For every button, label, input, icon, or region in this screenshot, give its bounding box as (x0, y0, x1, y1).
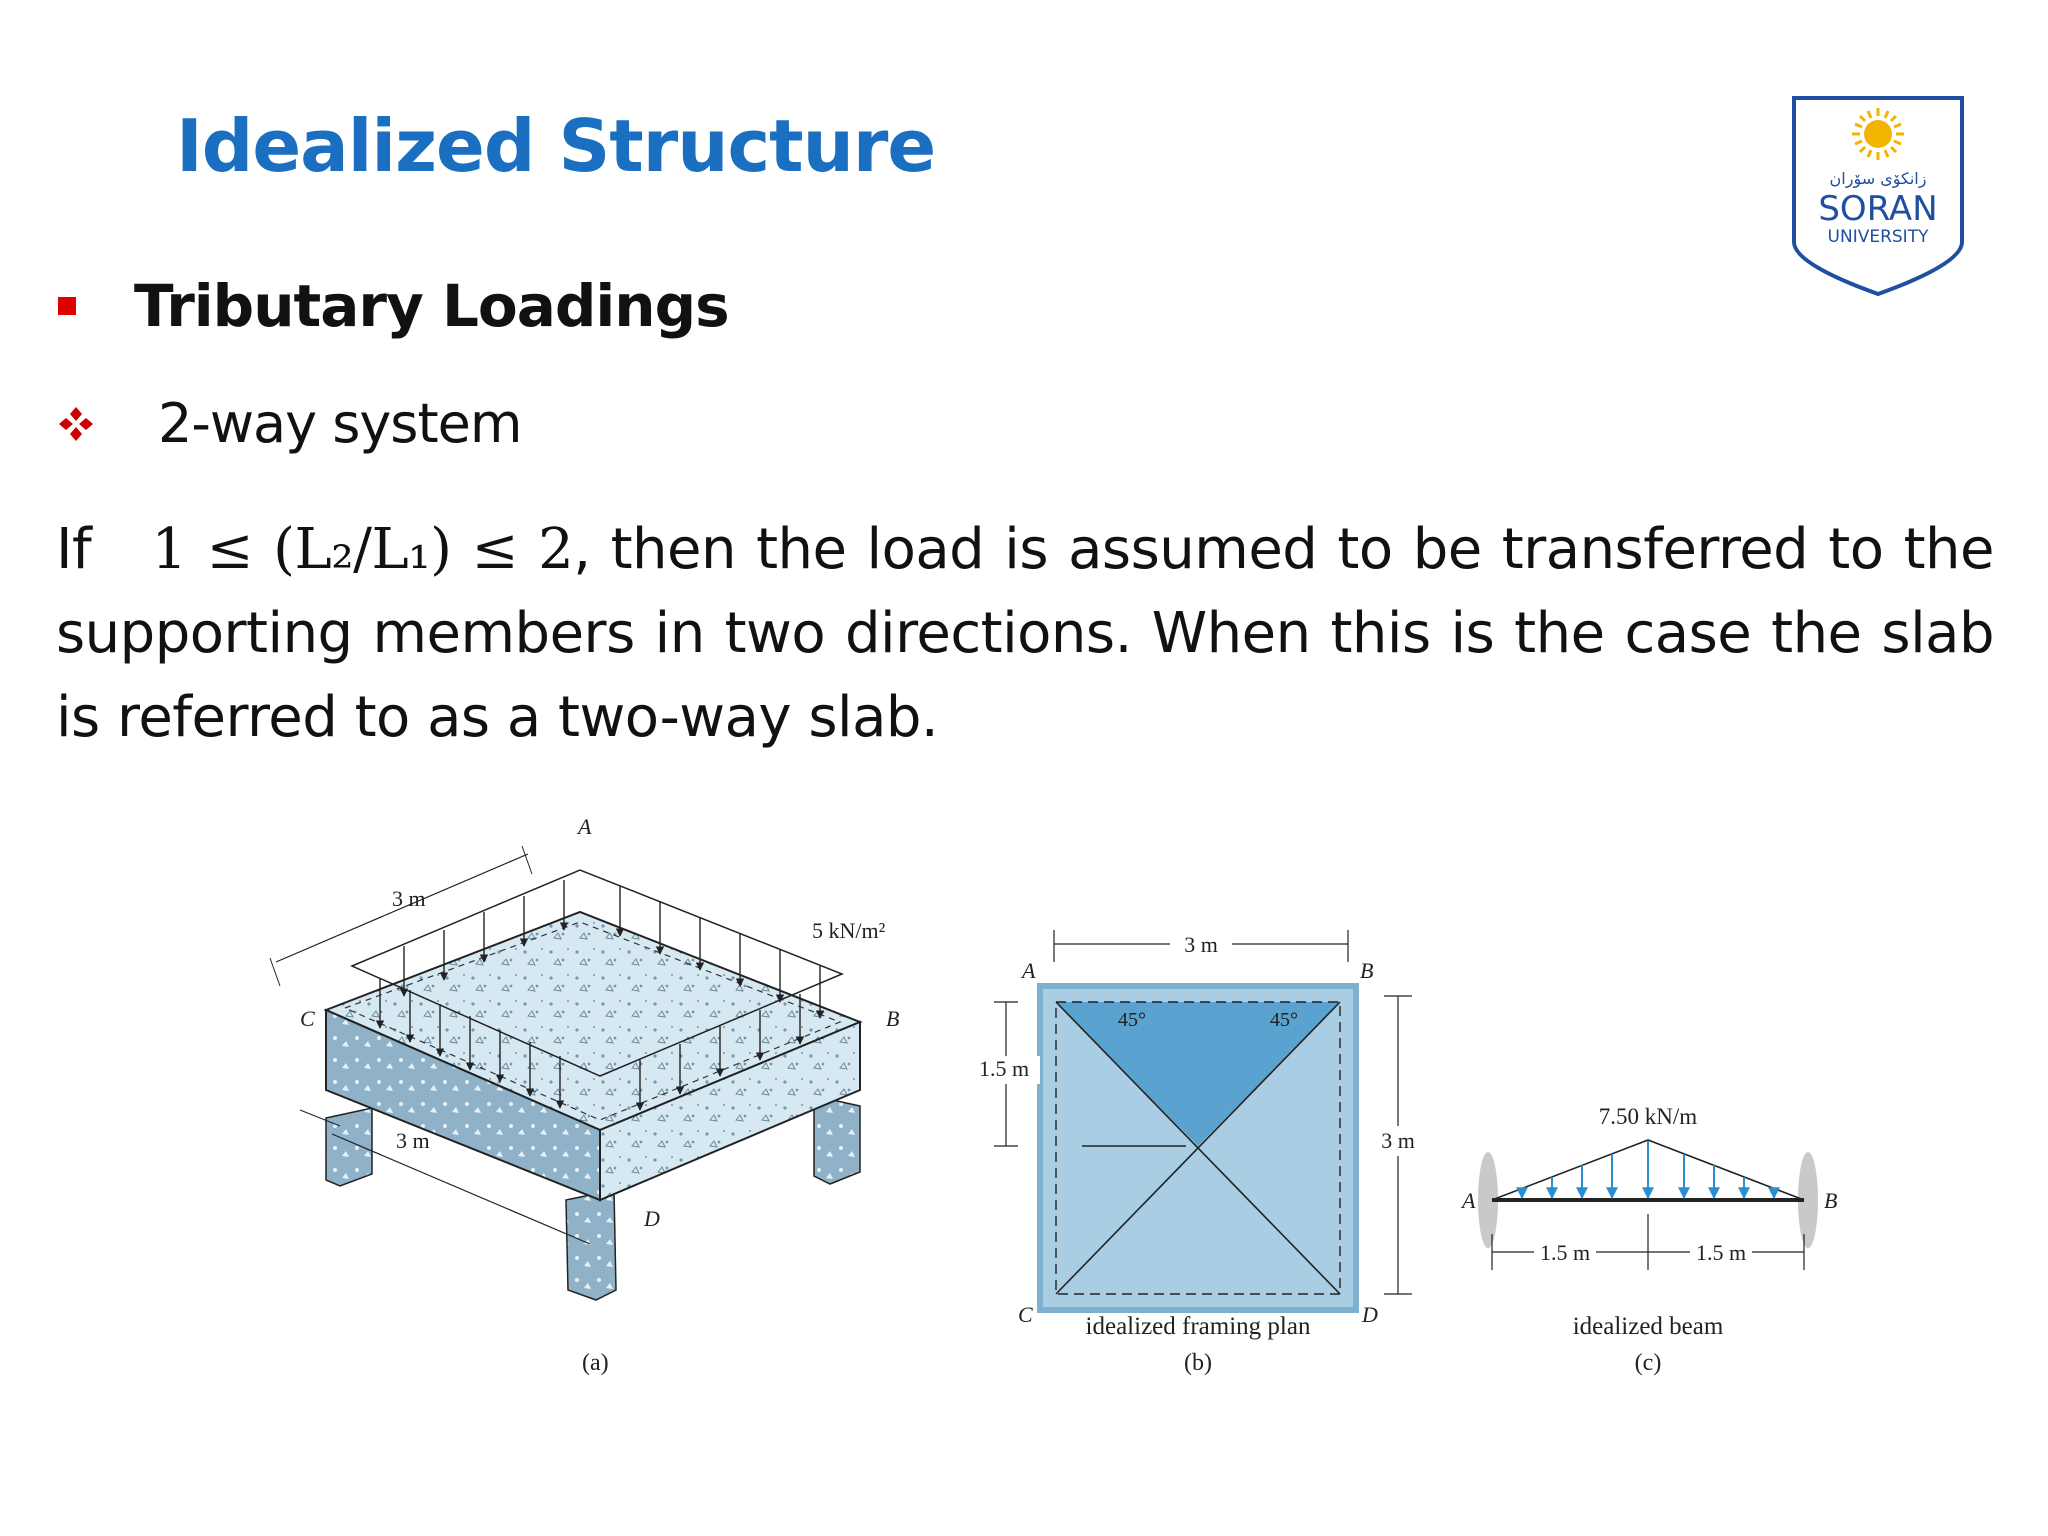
sub-bullet-text: 2-way system (158, 392, 522, 455)
fig-a-dim-top: 3 m (392, 886, 426, 911)
fig-c-caption-title: idealized beam (1572, 1313, 1724, 1340)
figures (0, 790, 2048, 1410)
fig-b-dim-top: 3 m (1184, 932, 1218, 957)
logo-name: SORAN (1818, 189, 1938, 229)
soran-university-logo (1788, 92, 1968, 300)
fig-b-caption: (b) (1184, 1350, 1212, 1376)
definition-paragraph (56, 508, 1994, 760)
fig-c-dim-left: 1.5 m (1539, 1240, 1591, 1265)
figure-a-slab-isometric (270, 814, 899, 1376)
fig-b-label-b: B (1360, 958, 1374, 983)
fig-c-label-b: B (1824, 1188, 1838, 1213)
fig-c-load: 7.50 kN/m (1598, 1104, 1698, 1129)
bullet-2-way-system (58, 392, 521, 455)
slide-title: Idealized Structure (176, 104, 936, 188)
column-d (566, 1190, 616, 1300)
column-c (326, 1108, 372, 1186)
square-bullet-icon (58, 297, 76, 315)
fig-c-label-a: A (1462, 1188, 1476, 1213)
fig-a-dim-side: 3 m (396, 1128, 430, 1153)
fig-a-label-c: C (300, 1006, 315, 1031)
fig-b-angle-left: 45° (1118, 1009, 1146, 1031)
fig-b-label-a: A (1022, 958, 1036, 983)
fig-a-caption: (a) (582, 1350, 609, 1376)
fig-c-caption: (c) (1634, 1350, 1662, 1376)
diamond-bullet-icon (58, 406, 94, 442)
fig-a-label-d: D (644, 1206, 660, 1231)
paragraph-rest: , then the load is assumed to be transferred to the supporting members in two directions. When this is the case the slab is referred to as a two-way slab. (56, 517, 1995, 750)
ratio-formula: 1 ≤ (L₂/L₁) ≤ 2 (151, 517, 574, 582)
column-b (814, 1096, 860, 1184)
fig-b-caption-title: idealized framing plan (1085, 1313, 1311, 1340)
bullet-tributary-loadings (58, 272, 729, 340)
logo-sub: UNIVERSITY (1827, 227, 1929, 247)
paragraph-prefix: If (56, 517, 92, 582)
fig-b-dim-left: 1.5 m (978, 1056, 1030, 1081)
fig-c-dim-right: 1.5 m (1695, 1240, 1747, 1265)
fig-b-angle-right: 45° (1270, 1009, 1298, 1031)
figure-c-idealized-beam (1460, 1104, 1837, 1376)
fig-b-label-c: C (1018, 1302, 1033, 1327)
fig-b-dim-right: 3 m (1381, 1128, 1415, 1153)
logo-arabic-text: زانكۆی سۆران (1829, 169, 1927, 188)
fig-a-load: 5 kN/m² (812, 918, 886, 943)
figure-b-framing-plan (970, 930, 1420, 1376)
fig-b-label-d: D (1362, 1302, 1378, 1327)
bullet-heading: Tributary Loadings (134, 272, 729, 340)
fig-a-label-b: B (886, 1006, 900, 1031)
fig-a-label-a: A (578, 814, 592, 839)
